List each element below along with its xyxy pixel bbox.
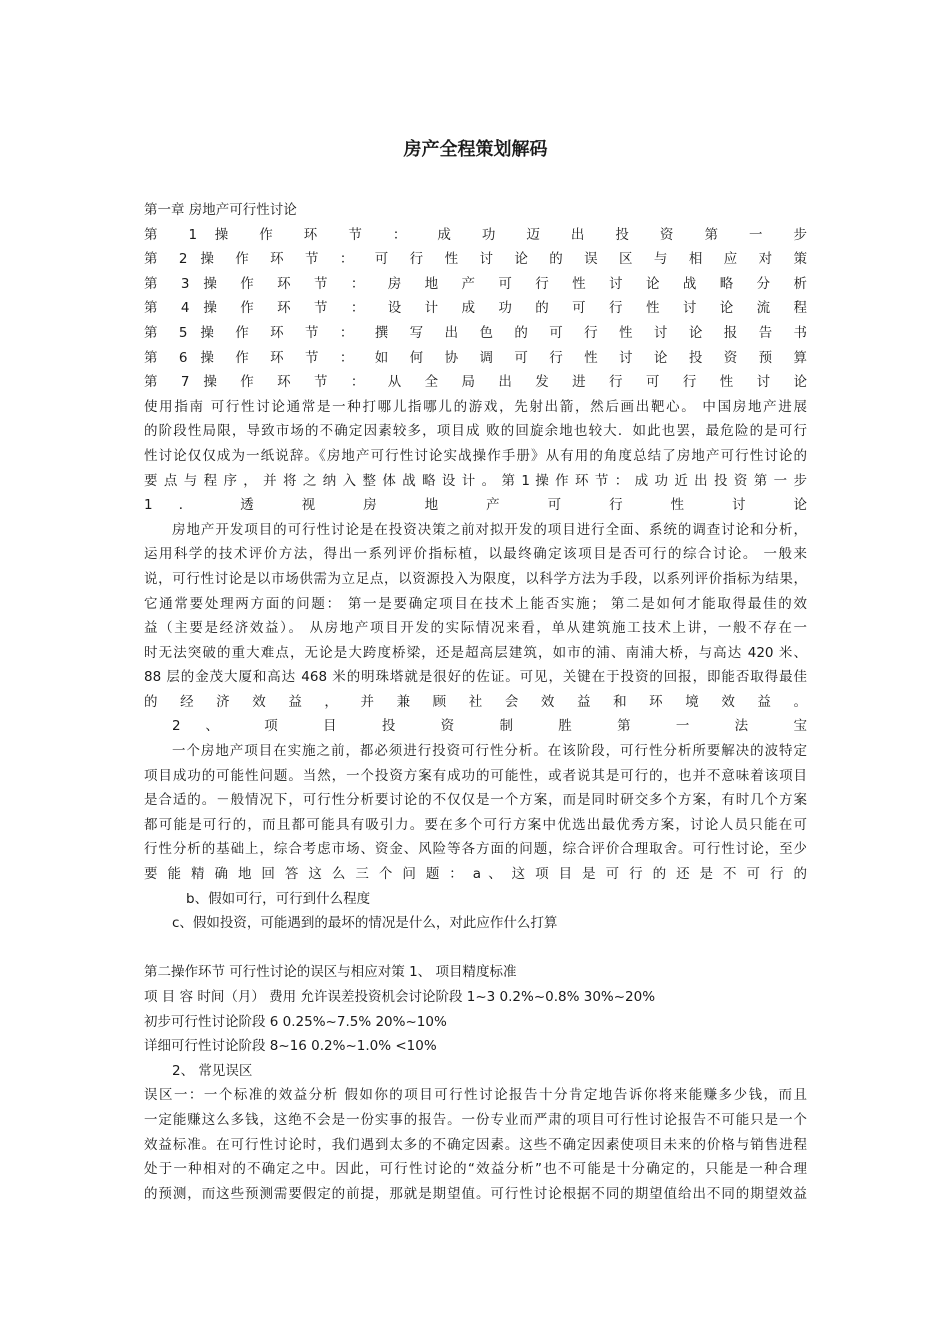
text-line: 第 6 操 作 环 节 ： 如 何 协 调 可 行 性 讨 论 投 资 预 算: [144, 349, 807, 366]
text-line: 它通常要处理两方面的问题： 第一是要确定项目在技术上能否实施； 第二是如何才能取得最佳的效: [144, 595, 807, 612]
text-line: 益（主要是经济效益）。 从房地产项目开发的实际情况来看，单从建筑施工技术上讲，一般不存在一: [144, 620, 807, 637]
text-line: 第 4 操 作 环 节 ： 设 计 成 功 的 可 行 性 讨 论 流 程: [144, 300, 807, 317]
text-line: 一个房地产项目在实施之前，都必须进行投资可行性分析。在该阶段，可行性分析所要解决的波特定: [172, 743, 807, 760]
text-line: 行性分析的基础上，综合考虑市场、资金、风险等各方面的问题，综合评价合理取舍。可行性讨论，至少: [144, 841, 807, 858]
text-line: 效益标准。在可行性讨论时，我们遇到太多的不确定因素。这些不确定因素使项目未来的价格与销售进程: [144, 1136, 807, 1153]
document-body: [144, 198, 807, 1206]
text-line: 88 层的金茂大厦和高达 468 米的明珠塔就是很好的佐证。可见，关键在于投资的回报，即能否取得最佳: [144, 669, 807, 686]
text-line: 房地产开发项目的可行性讨论是在投资决策之前对拟开发的项目进行全面、系统的调查讨论和分析，: [172, 521, 807, 538]
text-line: 处于一种相对的不确定之中。因此，可行性讨论的“效益分析”也不可能是十分确定的，只能是一种合理: [144, 1161, 807, 1178]
text-line: 误区一：一个标准的效益分析 假如你的项目可行性讨论报告十分肯定地告诉你将来能赚多少钱，而且: [144, 1087, 807, 1104]
text-line: 1 ． 透 视 房 地 产 可 行 性 讨 论: [144, 497, 807, 514]
text-line: 第 2 操 作 环 节 ： 可 行 性 讨 论 的 误 区 与 相 应 对 策: [144, 251, 807, 268]
text-line: 使用指南 可行性讨论通常是一种打哪儿指哪儿的游戏，先射出箭，然后画出靶心。 中国房地产进展: [144, 398, 807, 415]
text-line: 性讨论仅仅成为一纸说辞。《房地产可行性讨论实战操作手册》从有用的角度总结了房地产可行性讨论的: [144, 447, 807, 464]
text-line: 第 3 操 作 环 节 ： 房 地 产 可 行 性 讨 论 战 略 分 析: [144, 275, 807, 292]
text-line: 第 1 操 作 环 节 ： 成 功 迈 出 投 资 第 一 步: [144, 226, 807, 243]
document-title: 房产全程策划解码: [403, 139, 548, 160]
text-line: 的预测，而这些预测需要假定的前提，那就是期望值。可行性讨论根据不同的期望值给出不同的期望效益: [144, 1185, 807, 1202]
text-line: 2 、 项 目 投 资 制 胜 第 一 法 宝: [172, 718, 807, 735]
text-line: 的 经 济 效 益 ， 并 兼 顾 社 会 效 益 和 环 境 效 益 。: [144, 693, 807, 710]
text-line: 第 7 操 作 环 节 ： 从 全 局 出 发 进 行 可 行 性 讨 论: [144, 374, 807, 391]
text-line: 要 能 精 确 地 回 答 这 么 三 个 问 题 ： a 、 这 项 目 是 可 行 的 还 是 不 可 行 的: [144, 866, 807, 883]
text-line: b、假如可行，可行到什么程度: [186, 890, 371, 907]
text-line: [144, 936, 807, 961]
text-line: 运用科学的技术评价方法，得出一系列评价指标植，以最终确定该项目是否可行的综合讨论。 一般来: [144, 546, 807, 563]
text-line: 一定能赚这么多钱，这绝不会是一份实事的报告。一份专业而严肃的项目可行性讨论报告不可能只是一个: [144, 1111, 807, 1128]
text-line: 的阶段性局限，导致市场的不确定因素较多，项目成 败的回旋余地也较大．如此也罢，最危险的是可行: [144, 423, 807, 440]
text-line: 2、 常见误区: [172, 1062, 253, 1079]
document-page: [144, 130, 807, 1206]
text-line: c、假如投资，可能遇到的最坏的情况是什么，对此应作什么打算: [172, 915, 558, 932]
text-line: 要 点 与 程 序 ， 并 将 之 纳 入 整 体 战 略 设 计 。 第 1 操 作 环 节 ： 成 功 近 出 投 资 第 一 步: [144, 472, 807, 489]
text-line: 初步可行性讨论阶段 6 0.25%~7.5% 20%~10%: [144, 1013, 447, 1030]
text-line: 第二操作环节 可行性讨论的误区与相应对策 1、 项目精度标准: [144, 964, 517, 981]
text-line: 第一章 房地产可行性讨论: [144, 202, 297, 218]
text-line: 是合适的。－般情况下，可行性分析要讨论的不仅仅是一个方案，而是同时研交多个方案，有时几个方案: [144, 792, 807, 809]
text-line: 说，可行性讨论是以市场供需为立足点，以资源投入为限度，以科学方法为手段，以系列评价指标为结果，: [144, 570, 807, 587]
text-line: 时无法突破的重大难点，无论是大跨度桥梁，还是超高层建筑，如市的浦、南浦大桥，与高达 420 米、: [144, 644, 807, 661]
text-line: 项 目 容 时间（月） 费用 允许误差投资机会讨论阶段 1~3 0.2%~0.8% 30%~20%: [144, 989, 656, 1005]
text-line: 项目成功的可能性问题。当然，一个投资方案有成功的可能性，或者说其是可行的，也并不意味着该项目: [144, 767, 807, 784]
text-line: 都可能是可行的，而且都可能具有吸引力。要在多个可行方案中优选出最优秀方案，讨论人员只能在可: [144, 816, 807, 833]
text-line: 第 5 操 作 环 节 ： 撰 写 出 色 的 可 行 性 讨 论 报 告 书: [144, 324, 807, 341]
text-line: 详细可行性讨论阶段 8~16 0.2%~1.0% <10%: [144, 1038, 437, 1055]
